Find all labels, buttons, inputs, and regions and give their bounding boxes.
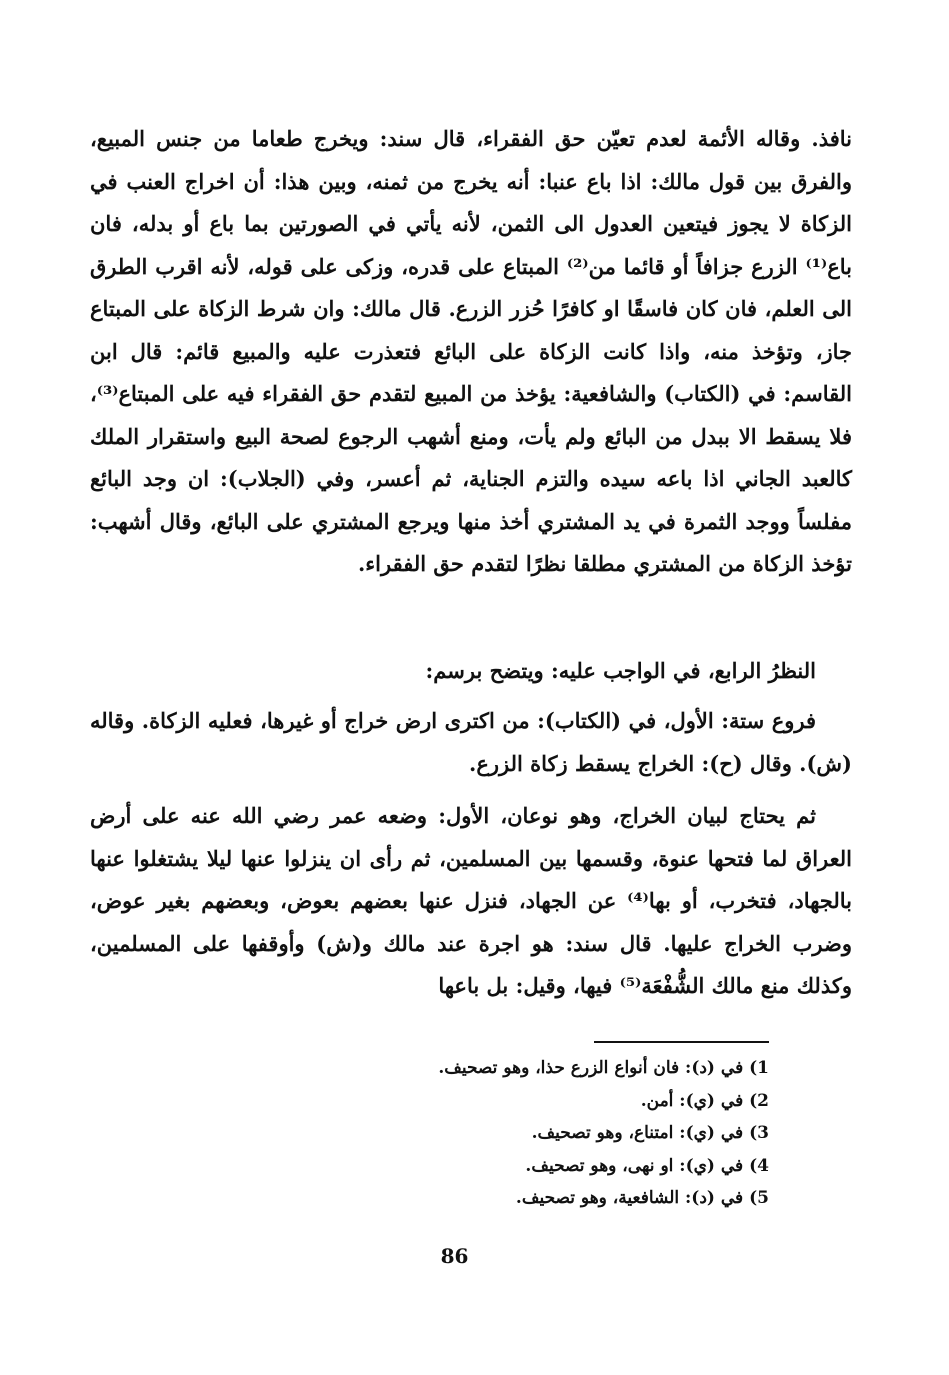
footnote-1: 1) في (د): فان أنواع الزرع حذا، وهو تصحيف.	[438, 1058, 769, 1078]
paragraph-text: نافذ. وقاله الأئمة لعدم تعيّن حق الفقراء، قال سند: ويخرج طعاما من جنس المبيع، والفرق بين قول مالك: اذا باع عنبا: أنه يخرج من ثمنه، وبين هذا: أن اخراج العنب في الزكاة لا يجوز فيتعين العدول الى الثمن، لأنه يأتي في الصورتين بما باع أو بدله، فان باع⁽¹⁾ الزرع جزافاً أو قائما من⁽²⁾ المبتاع على قدره، وزكى على قوله، لأنه اقرب الطرق الى العلم، فان كان فاسقًا او كافرًا حُزر الزرع. قال مالك: وان شرط الزكاة على المبتاع جاز، وتؤخذ منه، واذا كانت الزكاة على البائع فتعذرت عليه والمبيع قائم: قال ابن القاسم: في (الكتاب) والشافعية: يؤخذ من المبيع لتقدم حق الفقراء فيه على المبتاع⁽³⁾، فلا يسقط الا ببدل من البائع ولم يأت، ومنع أشهب الرجوع لصحة البيع واستقرار الملك كالعبد الجاني اذا باعه سيده والتزم الجناية، ثم أعسر، وفي (الجلاب): ان وجد البائع مفلساً ووجد الثمرة في يد المشتري أخذ منها ويرجع المشتري على البائع، وقال أشهب: تؤخذ الزكاة من المشتري مطلقا نظرًا لتقدم حق الفقراء.	[90, 126, 852, 576]
body-paragraph-3	[90, 795, 852, 1008]
footnote-5: 5) في (د): الشافعية، وهو تصحيف.	[515, 1188, 769, 1208]
footnote-3: 3) في (ي): امتناع، وهو تصحيف.	[531, 1123, 769, 1143]
page-number: 86	[440, 1244, 469, 1268]
footnote-4: 4) في (ي): او نهى، وهو تصحيف.	[525, 1155, 769, 1176]
body-paragraph-1	[90, 118, 852, 586]
footnotes	[249, 1052, 769, 1215]
body-paragraph-2	[90, 700, 852, 785]
footnote-divider	[594, 1041, 769, 1043]
paragraph-text: ثم يحتاج لبيان الخراج، وهو نوعان، الأول: وضعه عمر رضي الله عنه على أرض العراق لما فتحها عنوة، وقسمها بين المسلمين، ثم رأى ان ينزلوا عنها ليلا يشتغلوا عنها بالجهاد، فتخرب، أو بها⁽⁴⁾ عن الجهاد، فنزل عنها بعضهم بعوض، وبعضهم بغير عوض، وضرب الخراج عليها. قال سند: هو اجرة عند مالك و(ش) وأوقفها على المسلمين، وكذلك منع مالك الشُّفْعَة⁽⁵⁾ فيها، وقيل: بل باعها	[90, 803, 852, 998]
footnote-2: 2) في (ي): أمن.	[640, 1090, 769, 1111]
paragraph-text: فروع ستة: الأول، في (الكتاب): من اكترى ارض خراج أو غيرها، فعليه الزكاة. وقاله (ش). وقال (ح): الخراج يسقط زكاة الزرع.	[90, 708, 852, 776]
section-heading	[90, 650, 852, 693]
section-heading-text: النظرُ الرابع، في الواجب عليه: ويتضح برسم:	[425, 658, 816, 683]
